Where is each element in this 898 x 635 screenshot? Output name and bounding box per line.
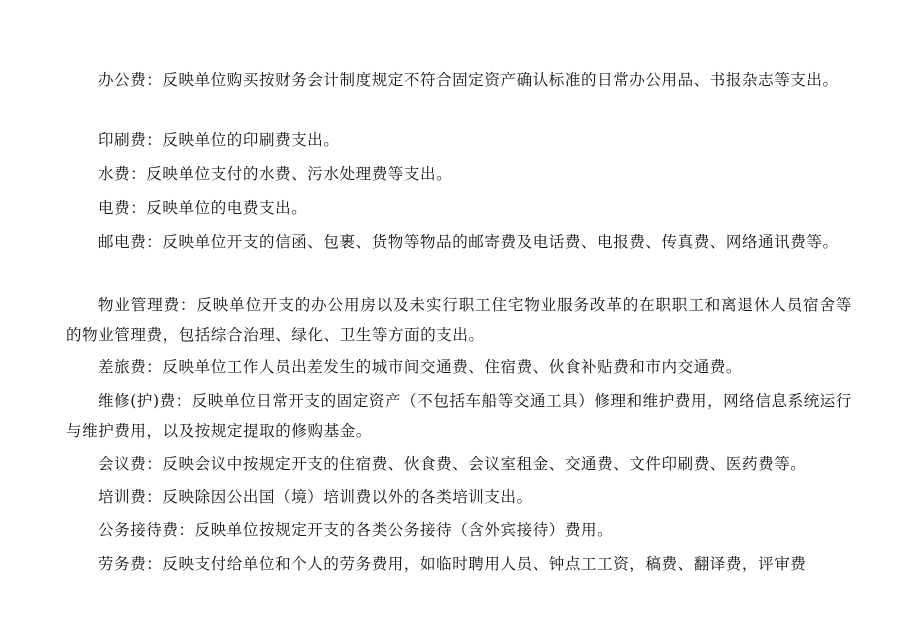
paragraph-reception-expense: 公务接待费：反映单位按规定开支的各类公务接待（含外宾接待）费用。	[98, 521, 614, 539]
paragraph-water-expense: 水费：反映单位支付的水费、污水处理费等支出。	[98, 165, 453, 183]
paragraph-training-expense: 培训费：反映除因公出国（境）培训费以外的各类培训支出。	[98, 488, 533, 506]
paragraph-postal-expense: 邮电费：反映单位开支的信函、包裹、货物等物品的邮寄费及电话费、电报费、传真费、网络通讯费等。	[98, 233, 839, 251]
paragraph-office-expense: 办公费：反映单位购买按财务会计制度规定不符合固定资产确认标准的日常办公用品、书报杂志等支出。	[98, 71, 839, 89]
paragraph-electricity-expense: 电费：反映单位的电费支出。	[98, 199, 308, 217]
paragraph-labor-expense: 劳务费：反映支付给单位和个人的劳务费用，如临时聘用人员、钟点工工资，稿费、翻译费，评审费	[98, 555, 807, 573]
paragraph-printing-expense: 印刷费：反映单位的印刷费支出。	[98, 131, 340, 149]
paragraph-travel-expense: 差旅费：反映单位工作人员出差发生的城市间交通费、住宿费、伙食补贴费和市内交通费。	[98, 358, 743, 376]
paragraph-maintenance-expense: 维修(护)费：反映单位日常开支的固定资产（不包括车船等交通工具）修理和维护费用，网络信息系统运行与维护费用，以及按规定提取的修购基金。	[66, 392, 852, 440]
paragraph-meeting-expense: 会议费：反映会议中按规定开支的住宿费、伙食费、会议室租金、交通费、文件印刷费、医药费等。	[98, 455, 807, 473]
paragraph-property-expense: 物业管理费：反映单位开支的办公用房以及未实行职工住宅物业服务改革的在职职工和离退休人员宿舍等的物业管理费，包括综合治理、绿化、卫生等方面的支出。	[66, 296, 852, 344]
